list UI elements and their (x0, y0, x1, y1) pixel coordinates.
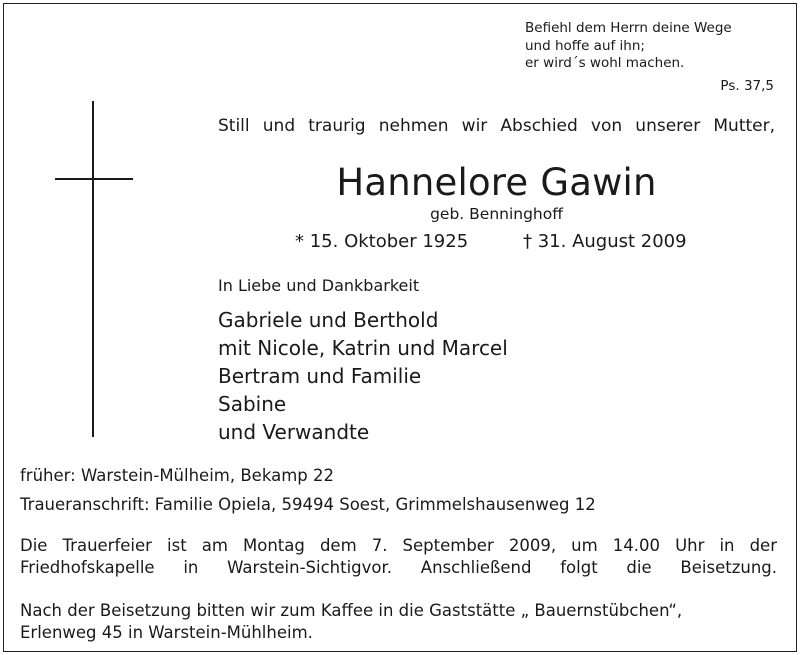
verse-line: und hoffe auf ihn; (525, 37, 645, 54)
deceased-name: Hannelore Gawin (336, 161, 657, 204)
intro-text: Still und traurig nehmen wir Abschied von unserer Mutter, (218, 116, 775, 136)
mourner: und Verwandte (218, 420, 370, 444)
mourner: Gabriele und Berthold (218, 308, 439, 332)
verse-reference: Ps. 37,5 (720, 78, 774, 94)
mourners-list (218, 306, 508, 446)
mourner: Sabine (218, 392, 287, 416)
cross-icon-bar (55, 178, 133, 180)
ceremony-line: Friedhofskapelle in Warstein-Sichtigvor. Anschließend folgt die Beisetzung. (20, 558, 777, 577)
former-address: früher: Warstein-Mülheim, Bekamp 22 (20, 466, 334, 485)
birth-name: geb. Benninghoff (430, 205, 563, 223)
verse-line: Befiehl dem Herrn deine Wege (525, 20, 732, 36)
coffee-notice (20, 600, 777, 644)
birth-date: * 15. Oktober 1925 (295, 231, 469, 252)
verse-line: er wird´s wohl machen. (525, 55, 685, 71)
mourner: Bertram und Familie (218, 364, 422, 388)
ceremony-line: Die Trauerfeier ist am Montag dem 7. September 2009, um 14.00 Uhr in der (20, 536, 777, 555)
cross-icon (92, 101, 94, 437)
bible-verse (525, 20, 732, 73)
coffee-line: Nach der Beisetzung bitten wir zum Kaffee in die Gaststätte „ Bauernstübchen“, (20, 601, 683, 620)
death-date: † 31. August 2009 (523, 231, 687, 252)
mourning-address: Traueranschrift: Familie Opiela, 59494 Soest, Grimmelshausenweg 12 (20, 495, 596, 514)
mourner: mit Nicole, Katrin und Marcel (218, 336, 508, 360)
love-line: In Liebe und Dankbarkeit (218, 276, 420, 295)
ceremony-notice (20, 535, 777, 579)
coffee-line: Erlenweg 45 in Warstein-Mühlheim. (20, 623, 313, 642)
